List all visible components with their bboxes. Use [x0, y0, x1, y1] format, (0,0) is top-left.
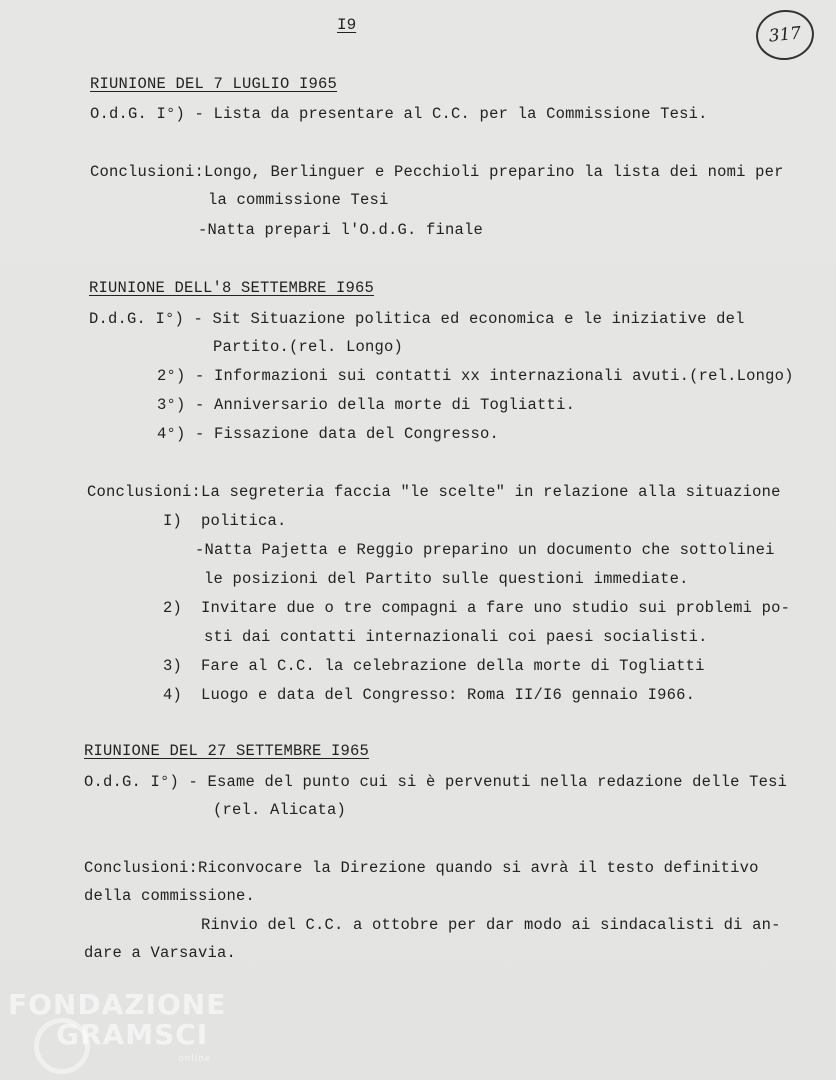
watermark	[8, 988, 227, 1064]
watermark-line: online	[178, 1054, 212, 1064]
watermark-line: GRAMSCI	[56, 1018, 209, 1051]
agenda-item: 4°) - Fissazione data del Congresso.	[157, 425, 500, 443]
conclusion-item: 4) Luogo e data del Congresso: Roma II/I6 gennaio I966.	[163, 686, 696, 704]
agenda-line: O.d.G. I°) - Esame del punto cui si è pervenuti nella redazione delle Tesi	[84, 773, 788, 791]
text-line: della commissione.	[84, 887, 256, 905]
heading-meeting-3: RIUNIONE DEL 27 SETTEMBRE I965	[84, 742, 370, 760]
text-line: sti dai contatti internazionali coi paesi socialisti.	[204, 628, 708, 646]
conclusion-item: 3) Fare al C.C. la celebrazione della morte di Togliatti	[163, 657, 705, 675]
text-line: Partito.(rel. Longo)	[213, 338, 404, 356]
agenda-item: 2°) - Informazioni sui contatti xx internazionali avuti.(rel.Longo)	[157, 367, 794, 385]
heading-meeting-2: RIUNIONE DELL'8 SETTEMBRE I965	[89, 279, 375, 297]
archive-stamp: 317	[754, 7, 817, 63]
conclusion-item: 2) Invitare due o tre compagni a fare uno studio sui problemi po-	[163, 599, 791, 617]
text-line: dare a Varsavia.	[84, 944, 237, 962]
text-line: le posizioni del Partito sulle questioni immediate.	[204, 570, 689, 588]
text-line: (rel. Alicata)	[213, 801, 347, 819]
conclusions-line: Conclusioni:Longo, Berlinguer e Pecchioli preparino la lista dei nomi per	[90, 163, 784, 181]
agenda-line: O.d.G. I°) - Lista da presentare al C.C. per la Commissione Tesi.	[90, 105, 708, 123]
text-line: la commissione Tesi	[208, 191, 389, 209]
agenda-item: 3°) - Anniversario della morte di Togliatti.	[157, 396, 576, 414]
agenda-line: D.d.G. I°) - Sit Situazione politica ed economica e le iniziative del	[89, 310, 745, 328]
watermark-line: FONDAZIONE	[8, 988, 227, 1021]
conclusion-item: I) politica.	[163, 512, 287, 530]
text-line: -Natta Pajetta e Reggio preparino un documento che sottolinei	[195, 541, 775, 559]
heading-meeting-1: RIUNIONE DEL 7 LUGLIO I965	[90, 75, 338, 93]
conclusions-line: Conclusioni:Riconvocare la Direzione quando si avrà il testo definitivo	[84, 859, 759, 877]
page-number: I9	[337, 16, 357, 34]
text-line: Rinvio del C.C. a ottobre per dar modo ai sindacalisti di an-	[201, 916, 781, 934]
conclusions-line: Conclusioni:La segreteria faccia "le scelte" in relazione alla situazione	[87, 483, 781, 501]
text-line: -Natta prepari l'O.d.G. finale	[198, 221, 484, 239]
